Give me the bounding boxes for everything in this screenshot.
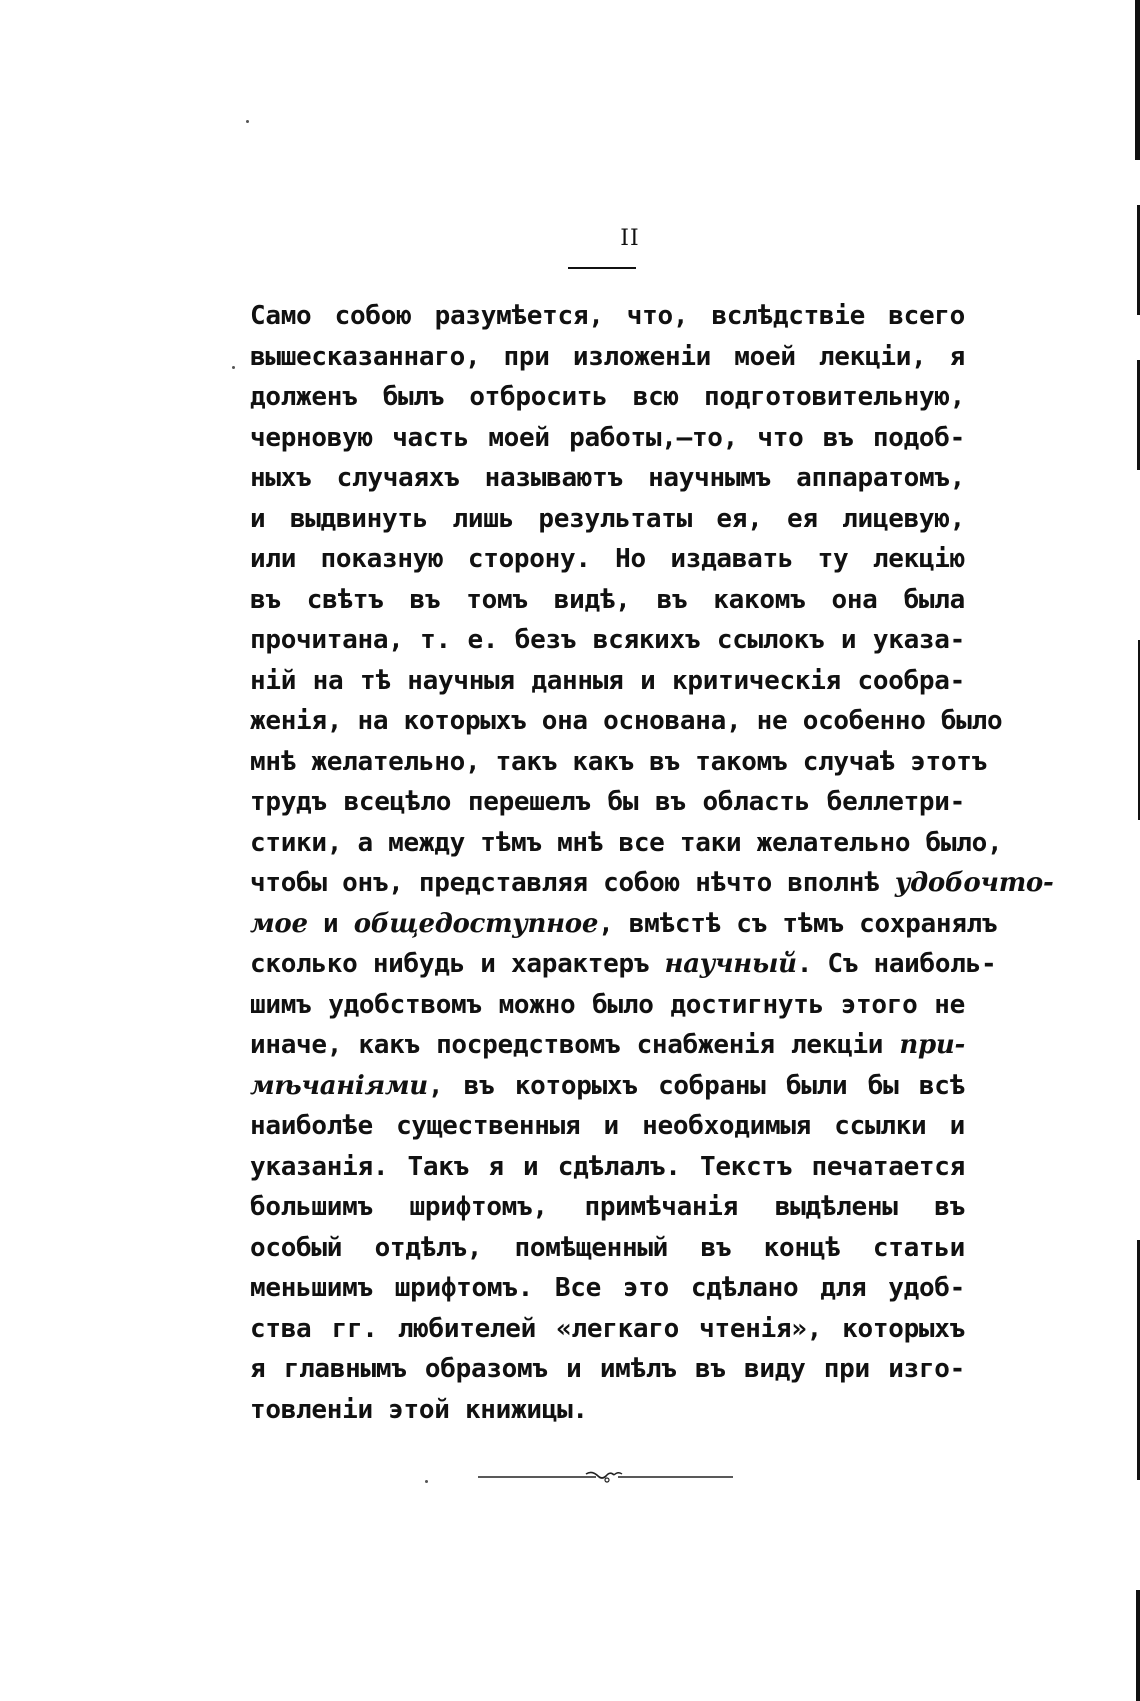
- text-line: [250, 823, 1003, 864]
- text-segment: или показную сторону. Но издавать ту лекцію: [250, 544, 965, 574]
- text-segment: товленіи этой книжицы.: [250, 1394, 588, 1425]
- text-segment: долженъ былъ отбросить всю подготовительную,: [250, 382, 965, 412]
- text-line: [250, 944, 997, 985]
- text-segment: , въ которыхъ собраны были бы всѣ: [427, 1070, 965, 1101]
- text-line: [250, 1390, 965, 1431]
- text-segment: стики, а между тѣмъ мнѣ все таки желательно было,: [250, 827, 1003, 858]
- text-segment: и: [307, 908, 354, 939]
- text-line: [250, 1187, 965, 1228]
- text-line: [250, 1147, 965, 1188]
- text-line: [250, 1228, 965, 1269]
- text-segment: указанія. Такъ я и сдѣлалъ. Текстъ печатается: [250, 1151, 965, 1182]
- text-line: [250, 296, 965, 337]
- text-line: [250, 418, 965, 459]
- text-segment: особый отдѣлъ, помѣщенный въ концѣ статьи: [250, 1232, 965, 1263]
- scan-speck: [232, 366, 235, 369]
- italic-phrase: мѣчаніями: [250, 1070, 428, 1101]
- italic-phrase: при-: [899, 1030, 965, 1060]
- text-segment: я главнымъ образомъ и имѣлъ въ виду при изго-: [250, 1354, 965, 1384]
- scan-edge-mark: [1135, 0, 1140, 160]
- text-line: [250, 377, 965, 418]
- text-segment: ства гг. любителей «легкаго чтенія», которыхъ: [250, 1313, 965, 1344]
- text-segment: шимъ удобствомъ можно было достигнуть этого не: [250, 989, 965, 1020]
- text-segment: Само собою разумѣется, что, вслѣдствіе всего: [250, 301, 965, 331]
- text-line: [250, 863, 1054, 904]
- text-segment: . Съ наиболь-: [796, 949, 997, 979]
- text-line: [250, 985, 965, 1026]
- text-segment: и выдвинуть лишь результаты ея, ея лицевую,: [250, 503, 965, 534]
- text-segment: въ свѣтъ въ томъ видѣ, въ какомъ она была: [250, 584, 965, 615]
- text-segment: иначе, какъ посредствомъ снабженія лекціи: [250, 1030, 900, 1060]
- text-segment: наиболѣе существенныя и необходимыя ссылки и: [250, 1111, 965, 1141]
- fleuron-divider-icon: [478, 1468, 778, 1484]
- text-segment: вышесказаннаго, при изложеніи моей лекціи, я: [250, 341, 965, 372]
- text-segment: черновую часть моей работы,—то, что въ подоб-: [250, 422, 965, 453]
- text-segment: сколько нибудь и характеръ: [250, 949, 665, 979]
- text-line: [250, 458, 965, 499]
- text-line: [250, 742, 987, 783]
- italic-phrase: удобочто-: [894, 868, 1054, 898]
- text-line: [250, 580, 965, 621]
- text-line: [250, 782, 965, 823]
- text-segment: меньшимъ шрифтомъ. Все это сдѣлано для удоб-: [250, 1273, 965, 1303]
- text-segment: , вмѣстѣ съ тѣмъ сохранялъ: [598, 908, 998, 939]
- text-line: [250, 1106, 965, 1147]
- italic-phrase: общедоступное: [353, 908, 599, 939]
- text-line: [250, 661, 965, 702]
- text-segment: большимъ шрифтомъ, примѣчанія выдѣлены въ: [250, 1192, 965, 1222]
- text-line: [250, 1025, 965, 1066]
- text-line: [250, 701, 1003, 742]
- italic-phrase: мое: [250, 908, 308, 939]
- text-line: [250, 1066, 965, 1107]
- text-line: [250, 539, 965, 580]
- scan-speck: [246, 120, 249, 123]
- italic-phrase: научный: [664, 949, 797, 979]
- text-line: [250, 1268, 965, 1309]
- text-line: [250, 1349, 965, 1390]
- text-segment: трудъ всецѣло перешелъ бы въ область беллетри-: [250, 787, 965, 817]
- text-line: [250, 904, 998, 945]
- text-segment: женія, на которыхъ она основана, не особенно было: [250, 706, 1003, 736]
- text-segment: чтобы онъ, представляя собою нѣчто вполнѣ: [250, 868, 895, 898]
- text-line: [250, 337, 965, 378]
- main-paragraph: [250, 296, 1054, 1430]
- text-segment: ныхъ случаяхъ называютъ научнымъ аппаратомъ,: [250, 463, 965, 493]
- text-line: [250, 499, 965, 540]
- text-line: [250, 620, 965, 661]
- text-segment: мнѣ желательно, такъ какъ въ такомъ случаѣ этотъ: [250, 746, 987, 777]
- section-underline: [568, 267, 636, 269]
- text-segment: ній на тѣ научныя данныя и критическія сообра-: [250, 665, 965, 696]
- section-number: II: [620, 226, 640, 251]
- scan-edge-mark: [1136, 1590, 1140, 1701]
- text-segment: прочитана, т. е. безъ всякихъ ссылокъ и указа-: [250, 625, 965, 655]
- text-line: [250, 1309, 965, 1350]
- scan-speck: [425, 1480, 428, 1483]
